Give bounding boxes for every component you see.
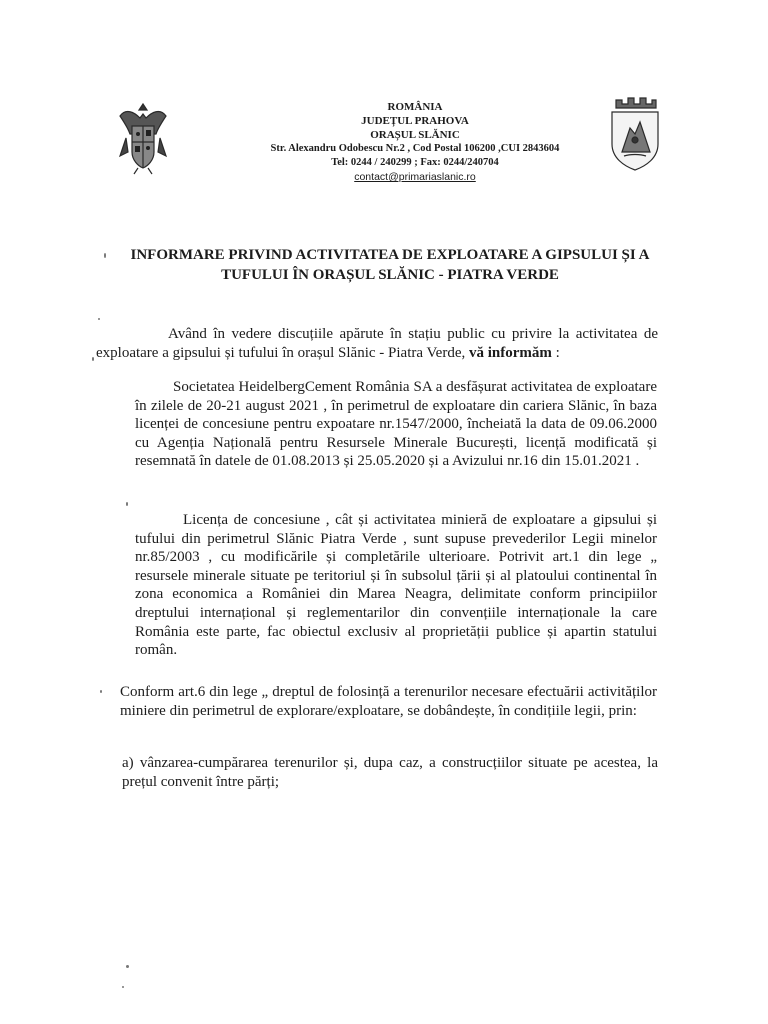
institution-email-link[interactable]: contact@primariaslanic.ro [354, 171, 476, 183]
city-name: ORAȘUL SLĂNIC [370, 129, 460, 141]
scan-speck [98, 318, 100, 320]
paragraph-licenta: Licența de concesiune , cât și activitatea minieră de exploatare a gipsului și tufului din perimetrul Slănic Piatra Verde , sunt supuse prevederilor Legii minelor nr.85/2003 , cu modificările și completările ulterioare. Potrivit art.1 din lege „ resursele minerale situate pe teritoriul și în subsolul țării și al platoului continental în zona economica a României din Marea Neagra, delimitate conform principiilor dreptului internațional și reglementarilor din convențiile internaționale la care România este parte, fac obiectul exclusiv al proprietății publice și apartin statului român. [135, 512, 657, 659]
document-title: INFORMARE PRIVIND ACTIVITATEA DE EXPLOATARE A GIPSULUI ȘI A TUFULUI ÎN ORAȘUL SLĂNIC - PIATRA VERDE [130, 247, 650, 283]
slanic-coat-of-arms-icon [606, 94, 664, 172]
scan-speck [126, 502, 128, 506]
scan-speck [100, 690, 102, 693]
institution-address: Str. Alexandru Odobescu Nr.2 , Cod Postal 106200 ,CUI 2843604 [270, 143, 560, 154]
intro-bold-text: vă informăm [468, 344, 552, 361]
paragraph-art6: Conform art.6 din lege „ dreptul de folosință a terenurilor necesare efectuării activităților miniere din perimetrul de explorare/exploatare, se dobândește, în condițiile legii, prin: [120, 684, 657, 719]
intro-paragraph [96, 325, 658, 362]
scan-speck [92, 357, 94, 361]
institution-phone-fax: Tel: 0244 / 240299 ; Fax: 0244/240704 [331, 157, 499, 168]
list-item-a: a) vânzarea-cumpărarea terenurilor și, dupa caz, a construcțiilor situate pe acestea, la prețul convenit între părți; [122, 755, 658, 790]
scan-speck [122, 986, 124, 988]
scan-speck [104, 253, 106, 258]
country-name: ROMÂNIA [387, 101, 443, 113]
institution-header [250, 100, 580, 184]
intro-end-text: : [551, 344, 560, 361]
romania-coat-of-arms-icon [112, 98, 174, 176]
intro-text: Având în vedere discuțiile apărute în stațiu public cu privire la activitatea de exploatare a gipsului și tufului în orașul Slănic - Piatra Verde, [96, 326, 658, 361]
scan-speck [126, 965, 129, 968]
paragraph-heidelberg: Societatea HeidelbergCement România SA a desfășurat activitatea de exploatare în zilele de 20-21 august 2021 , în perimetrul de exploatare din cariera Slănic, în baza licenței de concesiune pentru expoatare nr.1547/2000, încheiată la data de 09.06.2000 cu Agenția Națională pentru Resursele Minerale București, licență modificată și resemnată în datele de 01.08.2013 și 25.05.2020 și a Avizului nr.16 din 15.01.2021 . [135, 379, 657, 470]
county-name: JUDEȚUL PRAHOVA [361, 115, 469, 127]
